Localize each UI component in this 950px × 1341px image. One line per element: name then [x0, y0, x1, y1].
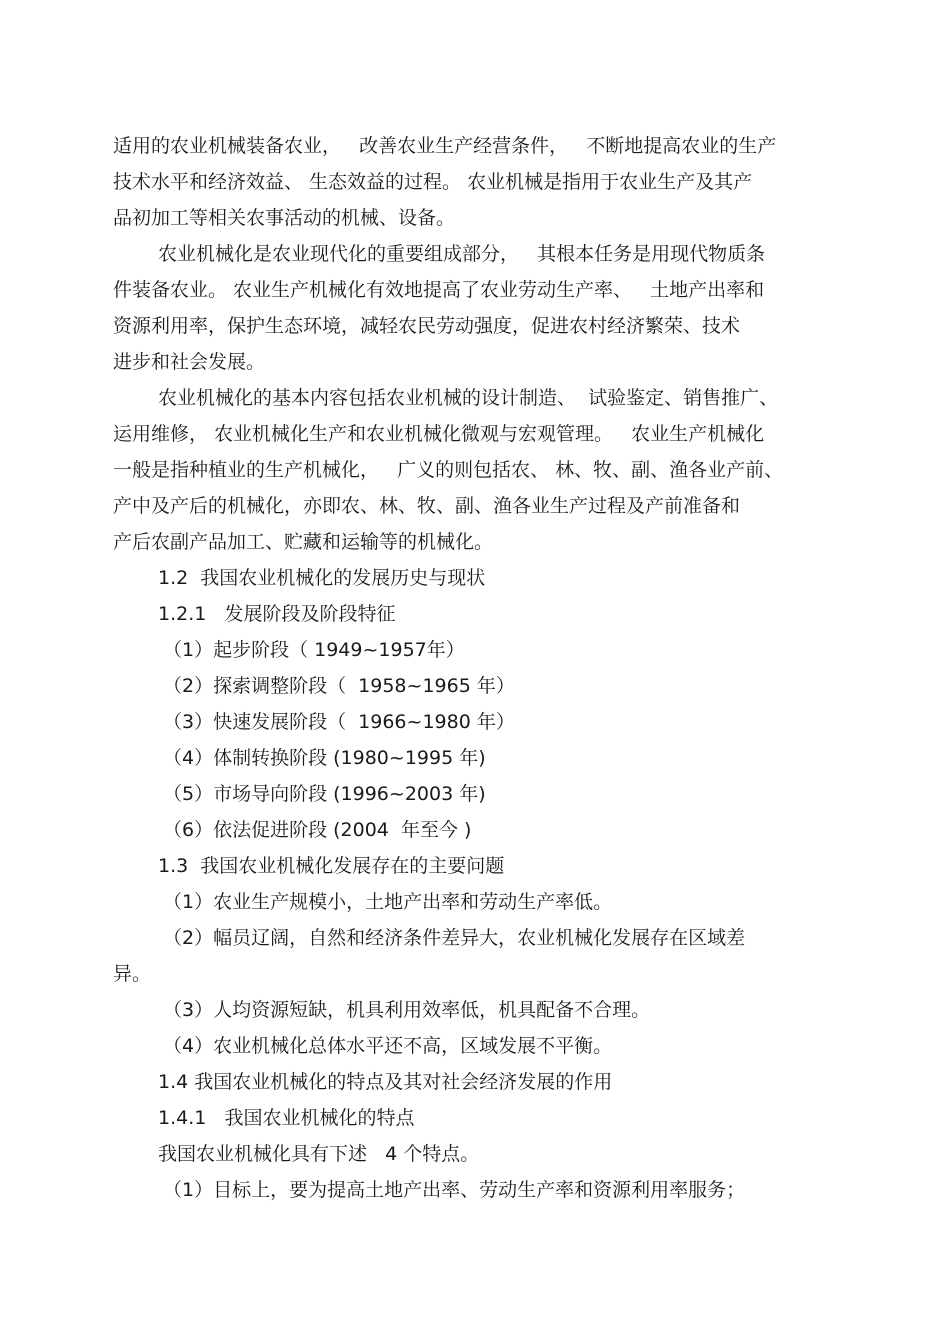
text-line: 资源利用率，保护生态环境，减轻农民劳动强度，促进农村经济繁荣、技术 [113, 315, 741, 337]
text-line: 农业机械化的基本内容包括农业机械的设计制造、 试验鉴定、销售推广、 [158, 387, 779, 409]
section-heading: 1.3 我国农业机械化发展存在的主要问题 [158, 855, 505, 877]
list-item: （3）快速发展阶段（ 1966~1980 年） [163, 711, 515, 733]
text-line: 件装备农业。 农业生产机械化有效地提高了农业劳动生产率、 土地产出率和 [113, 279, 765, 301]
section-heading: 1.4 我国农业机械化的特点及其对社会经济发展的作用 [158, 1071, 613, 1093]
text-line: 技术水平和经济效益、 生态效益的过程。 农业机械是指用于农业生产及其产 [113, 171, 753, 193]
text-line: 异。 [113, 963, 152, 985]
section-heading: 1.2 我国农业机械化的发展历史与现状 [158, 567, 486, 589]
text-line: 农业机械化是农业现代化的重要组成部分， 其根本任务是用现代物质条 [158, 243, 766, 265]
list-item: （6）依法促进阶段 (2004 年至今 ) [163, 819, 472, 841]
list-item: （1）起步阶段（ 1949~1957年） [163, 639, 465, 661]
text-line: 产中及产后的机械化，亦即农、林、牧、副、渔各业生产过程及产前准备和 [113, 495, 741, 517]
text-line: 我国农业机械化具有下述 4 个特点。 [158, 1143, 480, 1165]
text-line: 适用的农业机械装备农业， 改善农业生产经营条件， 不断地提高农业的生产 [113, 135, 777, 157]
list-item: （2）幅员辽阔，自然和经济条件差异大，农业机械化发展存在区域差 [163, 927, 746, 949]
subsection-heading: 1.2.1 发展阶段及阶段特征 [158, 603, 396, 625]
list-item: （1）农业生产规模小，土地产出率和劳动生产率低。 [163, 891, 613, 913]
list-item: （3）人均资源短缺，机具利用效率低，机具配备不合理。 [163, 999, 651, 1021]
list-item: （2）探索调整阶段（ 1958~1965 年） [163, 675, 515, 697]
subsection-heading: 1.4.1 我国农业机械化的特点 [158, 1107, 415, 1129]
text-line: 产后农副产品加工、贮藏和运输等的机械化。 [113, 531, 494, 553]
list-item: （5）市场导向阶段 (1996~2003 年) [163, 783, 486, 805]
text-line: 进步和社会发展。 [113, 351, 266, 373]
text-line: 品初加工等相关农事活动的机械、设备。 [113, 207, 456, 229]
list-item: （4）农业机械化总体水平还不高，区域发展不平衡。 [163, 1035, 613, 1057]
list-item: （1）目标上，要为提高土地产出率、劳动生产率和资源利用率服务； [163, 1179, 746, 1201]
text-line: 一般是指种植业的生产机械化， 广义的则包括农、 林、牧、副、渔各业产前、 [113, 459, 784, 481]
list-item: （4）体制转换阶段 (1980~1995 年) [163, 747, 486, 769]
text-line: 运用维修， 农业机械化生产和农业机械化微观与宏观管理。 农业生产机械化 [113, 423, 765, 445]
